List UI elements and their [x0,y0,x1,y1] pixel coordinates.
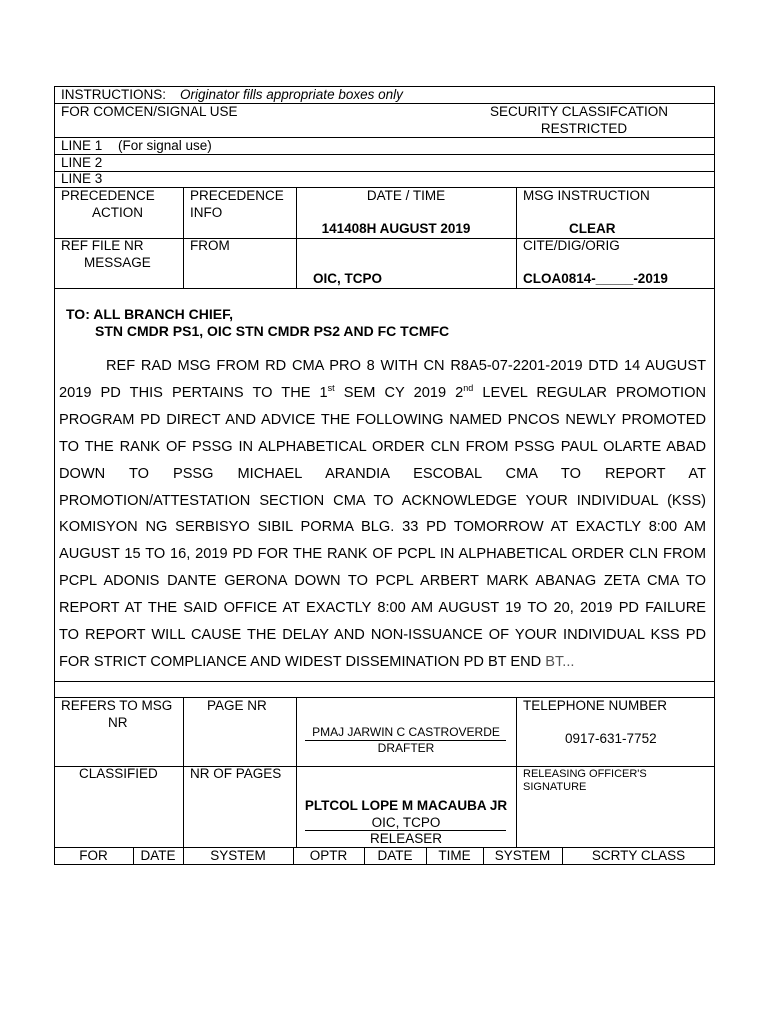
col-system: SYSTEM [210,848,266,863]
ordinal-suffix: st [327,383,335,394]
body-line [59,380,706,407]
body-line-part: 2019 PD THIS PERTAINS TO THE 1 [59,384,328,401]
line1-label: LINE 1 [61,138,103,153]
row-divider [54,288,715,289]
col-divider [183,187,184,288]
body-line: PROMOTION/ATTESTATION SECTION CMA TO ACKNOWLEDGE YOUR INDIVIDUAL (KSS) [59,492,706,509]
body-line: PCPL ADONIS DANTE GERONA DOWN TO PCPL ARBERT MARK ABANAG ZETA CMA TO [59,573,706,590]
line1-note: (For signal use) [118,138,212,153]
releaser-position: OIC, TCPO [371,815,441,830]
body-line: REF RAD MSG FROM RD CMA PRO 8 WITH CN R8A5-07-2201-2019 DTD 14 AUGUST [106,358,706,374]
line2-label: LINE 2 [61,155,103,170]
body-line-part: LEVEL REGULAR PROMOTION [473,384,706,401]
releasing-officer-label-2: SIGNATURE [523,781,587,793]
col-divider [516,697,517,847]
security-classification-value: RESTRICTED [540,121,628,136]
body-line: KOMISYON NG SERBISYO SIBIL PORMA BLG. 33 PD TOMORROW AT EXACTLY 8:00 AM [59,519,706,536]
from-label: FROM [190,238,230,253]
to-line-2: STN CMDR PS1, OIC STN CMDR PS2 AND FC TCMFC [95,323,450,339]
body-line: REPORT AT THE SAID OFFICE AT EXACTLY 8:00 AM AUGUST 19 TO 20, 2019 PD FAILURE [59,600,706,617]
body-line: TO THE RANK OF PSSG IN ALPHABETICAL ORDER CLN FROM PSSG PAUL OLARTE ABAD [59,438,706,455]
releasing-officer-label: RELEASING OFFICER'S [523,768,647,780]
col-divider [183,697,184,847]
line3-label: LINE 3 [61,171,103,186]
msg-instruction-label: MSG INSTRUCTION [523,188,650,203]
col-date-2: DATE [377,848,413,863]
datetime-value: 141408H AUGUST 2019 [321,221,471,236]
col-date: DATE [140,848,176,863]
datetime-label: DATE / TIME [366,188,446,203]
security-classification-label: SECURITY CLASSIFCATION [489,104,669,119]
from-value: OIC, TCPO [313,271,383,286]
comcen-label: FOR COMCEN/SIGNAL USE [61,104,238,119]
col-system-2: SYSTEM [494,848,551,863]
body-line-part: SEM CY 2019 2 [334,384,464,401]
cite-value: CLOA0814-_____-2019 [523,271,668,286]
col-divider [516,187,517,288]
row-divider [54,681,715,682]
instructions-text: Originator fills appropriate boxes only [180,87,403,102]
body-line-part: FOR STRICT COMPLIANCE AND WIDEST DISSEMINATION PD BT END [59,653,546,670]
row-divider [54,171,715,172]
precedence-info-label-2: INFO [190,205,223,220]
refers-label-2: NR [108,715,128,730]
body-line [59,649,706,676]
col-security-class: SCRTY CLASS [591,848,686,863]
releaser-title: RELEASER [369,831,443,846]
refers-label: REFERS TO MSG [61,698,173,713]
telephone-value: 0917-631-7752 [565,731,657,746]
body-line: PROGRAM PD DIRECT AND ADVICE THE FOLLOWING NAMED PNCOS NEWLY PROMOTED [59,411,706,428]
col-time: TIME [438,848,471,863]
col-optr: OPTR [309,848,348,863]
body-line: DOWN TO PSSG MICHAEL ARANDIA ESCOBAL CMA TO REPORT AT [59,465,706,482]
body-line-tail: BT... [545,653,575,670]
classified-label: CLASSIFIED [79,766,158,781]
drafter-name: PMAJ JARWIN C CASTROVERDE [312,725,500,739]
to-line-1: TO: ALL BRANCH CHIEF, [66,306,233,322]
releaser-name: PLTCOL LOPE M MACAUBA JR [304,798,508,813]
row-divider [54,154,715,155]
col-for: FOR [79,848,108,863]
instructions-label: INSTRUCTIONS: [61,87,167,102]
page-nr-label: PAGE NR [207,698,267,713]
body-line: TO REPORT WILL CAUSE THE DELAY AND NON-ISSUANCE OF YOUR INDIVIDUAL KSS PD [59,627,706,644]
ref-file-label-2: MESSAGE [84,255,151,270]
telephone-label: TELEPHONE NUMBER [523,698,668,713]
nr-pages-label: NR OF PAGES [190,766,282,781]
precedence-action-label: PRECEDENCE [61,188,155,203]
body-line: AUGUST 15 TO 16, 2019 PD FOR THE RANK OF PCPL IN ALPHABETICAL ORDER CLN FROM [59,546,706,563]
drafter-title: DRAFTER [377,741,435,755]
msg-instruction-value: CLEAR [569,221,616,236]
ordinal-suffix: nd [463,383,474,394]
ref-file-label: REF FILE NR [61,238,144,253]
message-body [59,353,706,676]
precedence-action-label-2: ACTION [92,205,144,220]
cite-label: CITE/DIG/ORIG [523,238,620,253]
precedence-info-label: PRECEDENCE [190,188,284,203]
